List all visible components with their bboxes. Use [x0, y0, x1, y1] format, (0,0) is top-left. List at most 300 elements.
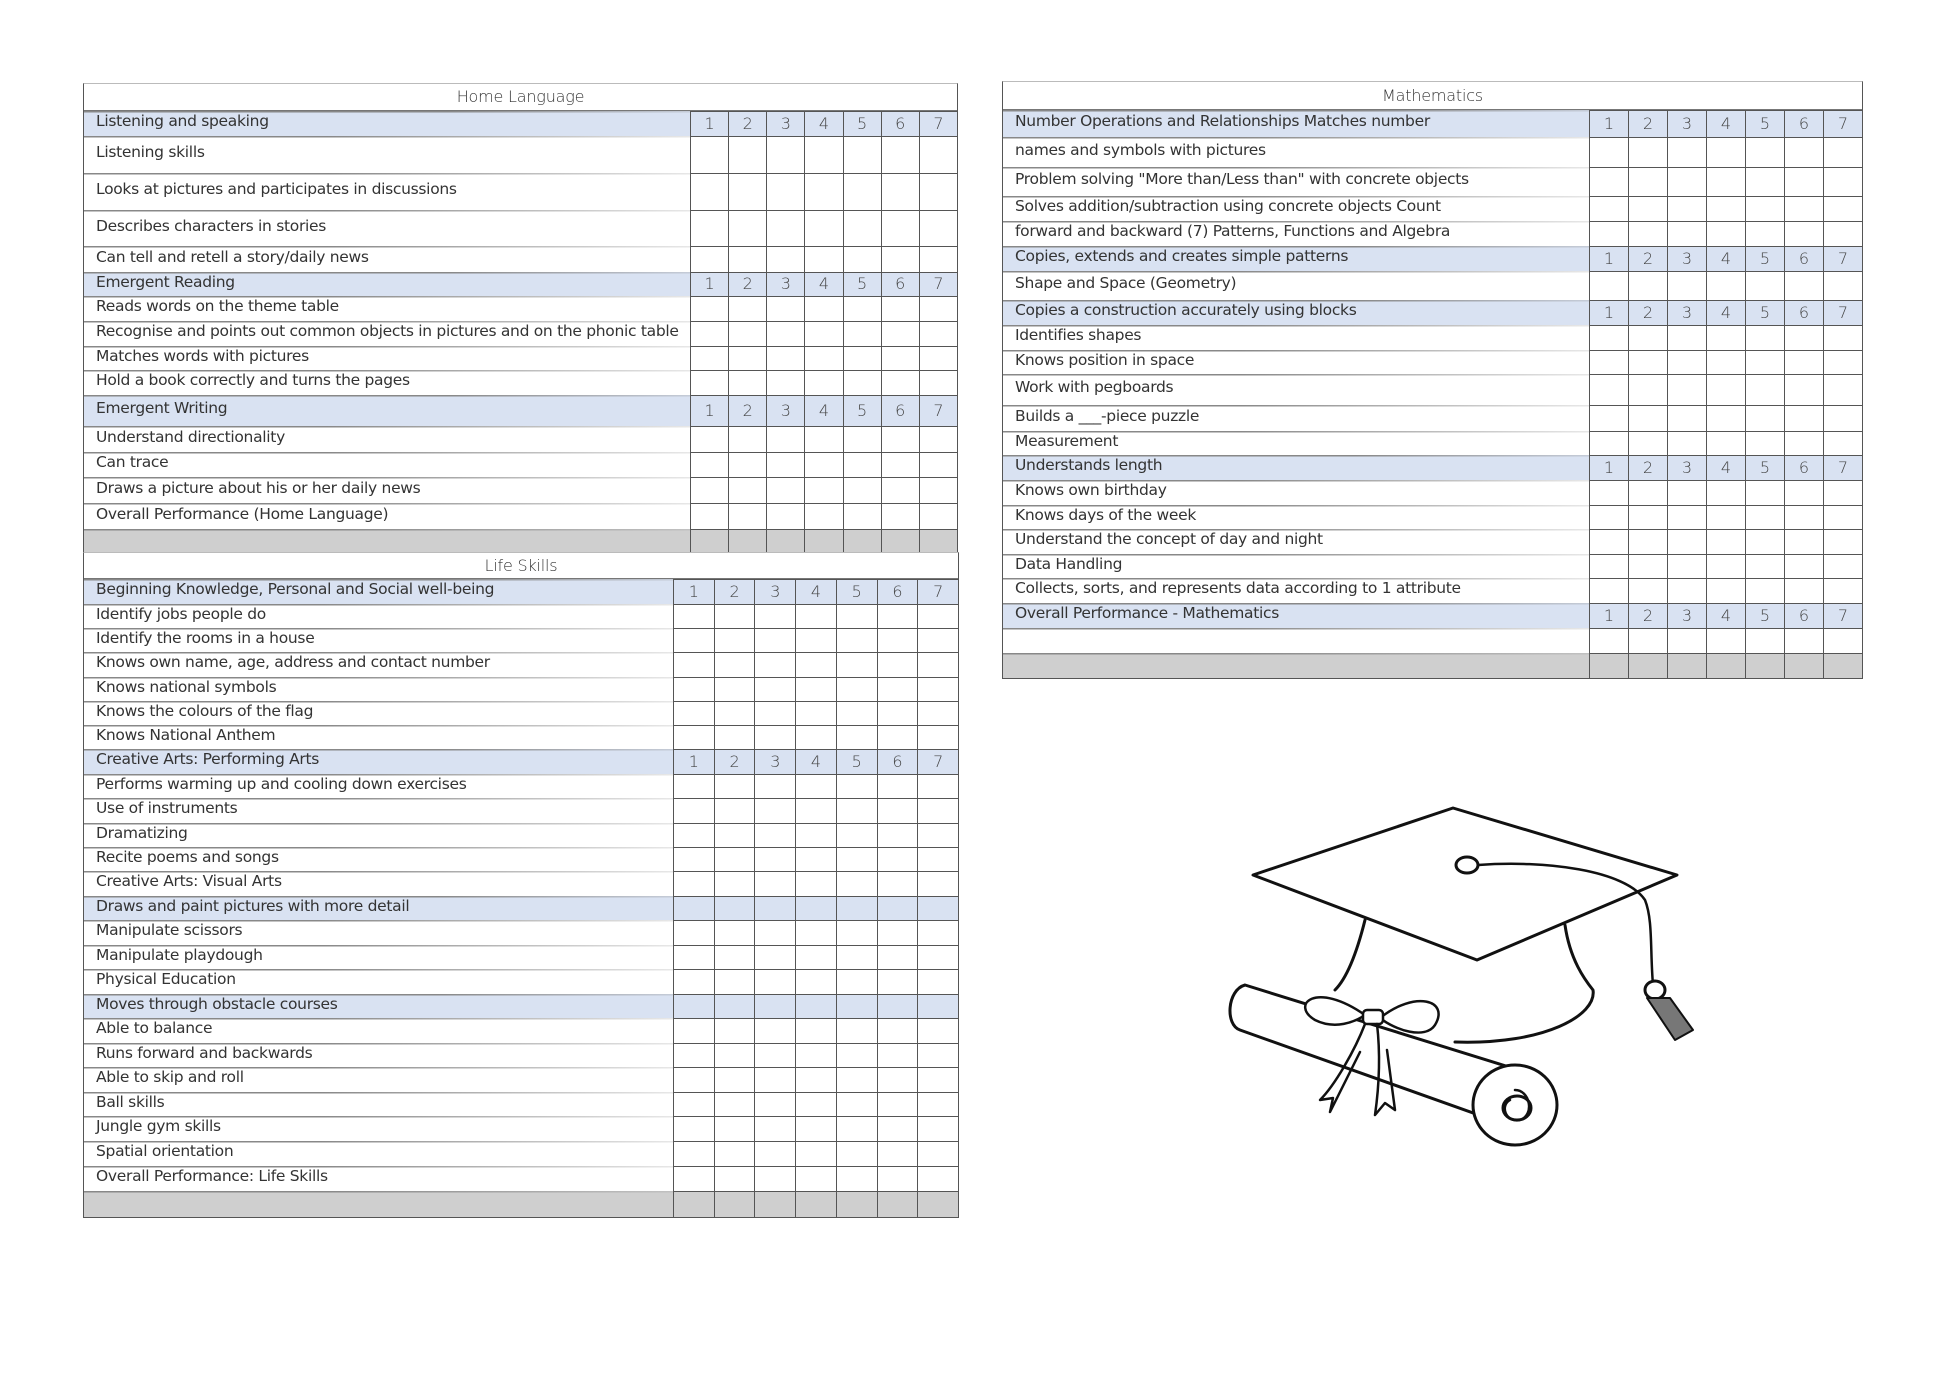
rating-cell[interactable] [920, 246, 957, 272]
rating-cell[interactable] [755, 1043, 796, 1067]
rating-cell[interactable] [805, 296, 843, 321]
rating-cell[interactable] [844, 321, 882, 346]
rating-cell[interactable] [767, 452, 805, 477]
rating-cell[interactable] [1590, 196, 1629, 221]
rating-cell[interactable] [767, 477, 805, 503]
rating-cell[interactable] [674, 945, 715, 969]
rating-cell[interactable] [1629, 554, 1668, 578]
rating-cell[interactable] [767, 346, 805, 370]
rating-cell[interactable] [755, 701, 796, 725]
rating-cell[interactable] [1824, 505, 1862, 529]
rating-cell[interactable] [1707, 480, 1746, 505]
rating-cell[interactable] [805, 136, 843, 173]
rating-cell[interactable] [1785, 653, 1824, 678]
rating-cell[interactable] [755, 994, 796, 1018]
rating-cell[interactable] [691, 503, 729, 529]
rating-cell[interactable] [1785, 628, 1824, 653]
rating-cell[interactable] [1629, 271, 1668, 300]
rating-cell[interactable] [837, 823, 878, 847]
rating-cell[interactable] [715, 994, 756, 1018]
rating-cell[interactable] [805, 529, 843, 554]
rating-cell[interactable] [674, 1018, 715, 1043]
rating-cell[interactable] [796, 1141, 837, 1166]
rating-cell[interactable] [1590, 554, 1629, 578]
rating-cell[interactable] [805, 426, 843, 452]
rating-cell[interactable] [805, 346, 843, 370]
rating-cell[interactable] [796, 774, 837, 798]
rating-cell[interactable] [882, 503, 920, 529]
rating-cell[interactable] [729, 370, 767, 395]
rating-cell[interactable] [1785, 325, 1824, 350]
rating-cell[interactable] [1590, 374, 1629, 405]
rating-cell[interactable] [918, 1067, 958, 1092]
rating-cell[interactable] [796, 1067, 837, 1092]
rating-cell[interactable] [1590, 529, 1629, 554]
rating-cell[interactable] [1668, 196, 1707, 221]
rating-cell[interactable] [1746, 653, 1785, 678]
rating-cell[interactable] [878, 798, 919, 823]
rating-cell[interactable] [920, 370, 957, 395]
rating-cell[interactable] [1629, 325, 1668, 350]
rating-cell[interactable] [878, 823, 919, 847]
rating-cell[interactable] [715, 969, 756, 994]
rating-cell[interactable] [715, 1141, 756, 1166]
rating-cell[interactable] [715, 1166, 756, 1191]
rating-cell[interactable] [767, 210, 805, 246]
rating-cell[interactable] [1785, 167, 1824, 196]
rating-cell[interactable] [1668, 653, 1707, 678]
rating-cell[interactable] [767, 296, 805, 321]
rating-cell[interactable] [920, 346, 957, 370]
rating-cell[interactable] [1785, 578, 1824, 603]
rating-cell[interactable] [715, 1191, 756, 1217]
rating-cell[interactable] [918, 920, 958, 945]
rating-cell[interactable] [1746, 628, 1785, 653]
rating-cell[interactable] [674, 701, 715, 725]
rating-cell[interactable] [878, 847, 919, 871]
rating-cell[interactable] [918, 1191, 958, 1217]
rating-cell[interactable] [1785, 554, 1824, 578]
rating-cell[interactable] [1629, 167, 1668, 196]
rating-cell[interactable] [837, 1116, 878, 1141]
rating-cell[interactable] [674, 604, 715, 628]
rating-cell[interactable] [918, 677, 958, 701]
rating-cell[interactable] [1785, 505, 1824, 529]
rating-cell[interactable] [1668, 137, 1707, 167]
rating-cell[interactable] [691, 370, 729, 395]
rating-cell[interactable] [715, 725, 756, 749]
rating-cell[interactable] [796, 920, 837, 945]
rating-cell[interactable] [878, 774, 919, 798]
rating-cell[interactable] [755, 774, 796, 798]
rating-cell[interactable] [1668, 221, 1707, 246]
rating-cell[interactable] [920, 136, 957, 173]
rating-cell[interactable] [1629, 628, 1668, 653]
rating-cell[interactable] [1824, 167, 1862, 196]
rating-cell[interactable] [837, 628, 878, 652]
rating-cell[interactable] [1629, 480, 1668, 505]
rating-cell[interactable] [920, 503, 957, 529]
rating-cell[interactable] [1668, 431, 1707, 455]
rating-cell[interactable] [918, 896, 958, 920]
rating-cell[interactable] [729, 477, 767, 503]
rating-cell[interactable] [844, 426, 882, 452]
rating-cell[interactable] [1629, 653, 1668, 678]
rating-cell[interactable] [1668, 271, 1707, 300]
rating-cell[interactable] [755, 798, 796, 823]
rating-cell[interactable] [1746, 529, 1785, 554]
rating-cell[interactable] [715, 628, 756, 652]
rating-cell[interactable] [1590, 628, 1629, 653]
rating-cell[interactable] [837, 969, 878, 994]
rating-cell[interactable] [729, 426, 767, 452]
rating-cell[interactable] [882, 370, 920, 395]
rating-cell[interactable] [1668, 350, 1707, 374]
rating-cell[interactable] [1707, 653, 1746, 678]
rating-cell[interactable] [837, 725, 878, 749]
rating-cell[interactable] [1707, 271, 1746, 300]
rating-cell[interactable] [1629, 221, 1668, 246]
rating-cell[interactable] [1668, 325, 1707, 350]
rating-cell[interactable] [715, 823, 756, 847]
rating-cell[interactable] [1629, 374, 1668, 405]
rating-cell[interactable] [918, 1092, 958, 1116]
rating-cell[interactable] [837, 871, 878, 896]
rating-cell[interactable] [1629, 505, 1668, 529]
rating-cell[interactable] [767, 136, 805, 173]
rating-cell[interactable] [878, 628, 919, 652]
rating-cell[interactable] [1824, 431, 1862, 455]
rating-cell[interactable] [805, 210, 843, 246]
rating-cell[interactable] [844, 246, 882, 272]
rating-cell[interactable] [878, 677, 919, 701]
rating-cell[interactable] [674, 725, 715, 749]
rating-cell[interactable] [920, 210, 957, 246]
rating-cell[interactable] [1707, 221, 1746, 246]
rating-cell[interactable] [674, 1116, 715, 1141]
rating-cell[interactable] [755, 896, 796, 920]
rating-cell[interactable] [691, 321, 729, 346]
rating-cell[interactable] [918, 945, 958, 969]
rating-cell[interactable] [1629, 529, 1668, 554]
rating-cell[interactable] [878, 604, 919, 628]
rating-cell[interactable] [1785, 405, 1824, 431]
rating-cell[interactable] [805, 321, 843, 346]
rating-cell[interactable] [674, 847, 715, 871]
rating-cell[interactable] [805, 477, 843, 503]
rating-cell[interactable] [1785, 350, 1824, 374]
rating-cell[interactable] [767, 173, 805, 210]
rating-cell[interactable] [715, 1116, 756, 1141]
rating-cell[interactable] [715, 945, 756, 969]
rating-cell[interactable] [755, 945, 796, 969]
rating-cell[interactable] [674, 1092, 715, 1116]
rating-cell[interactable] [796, 677, 837, 701]
rating-cell[interactable] [691, 296, 729, 321]
rating-cell[interactable] [1746, 374, 1785, 405]
rating-cell[interactable] [715, 604, 756, 628]
rating-cell[interactable] [1785, 480, 1824, 505]
rating-cell[interactable] [1590, 221, 1629, 246]
rating-cell[interactable] [715, 920, 756, 945]
rating-cell[interactable] [837, 701, 878, 725]
rating-cell[interactable] [1629, 578, 1668, 603]
rating-cell[interactable] [674, 677, 715, 701]
rating-cell[interactable] [729, 246, 767, 272]
rating-cell[interactable] [1629, 431, 1668, 455]
rating-cell[interactable] [1785, 137, 1824, 167]
rating-cell[interactable] [715, 1043, 756, 1067]
rating-cell[interactable] [844, 452, 882, 477]
rating-cell[interactable] [674, 1067, 715, 1092]
rating-cell[interactable] [918, 652, 958, 677]
rating-cell[interactable] [1590, 167, 1629, 196]
rating-cell[interactable] [755, 871, 796, 896]
rating-cell[interactable] [715, 1092, 756, 1116]
rating-cell[interactable] [918, 701, 958, 725]
rating-cell[interactable] [918, 1043, 958, 1067]
rating-cell[interactable] [837, 994, 878, 1018]
rating-cell[interactable] [1824, 221, 1862, 246]
rating-cell[interactable] [1824, 480, 1862, 505]
rating-cell[interactable] [767, 426, 805, 452]
rating-cell[interactable] [1590, 350, 1629, 374]
rating-cell[interactable] [1590, 431, 1629, 455]
rating-cell[interactable] [1590, 480, 1629, 505]
rating-cell[interactable] [837, 1092, 878, 1116]
rating-cell[interactable] [1590, 405, 1629, 431]
rating-cell[interactable] [837, 774, 878, 798]
rating-cell[interactable] [918, 847, 958, 871]
rating-cell[interactable] [729, 136, 767, 173]
rating-cell[interactable] [844, 503, 882, 529]
rating-cell[interactable] [878, 896, 919, 920]
rating-cell[interactable] [1707, 431, 1746, 455]
rating-cell[interactable] [1629, 350, 1668, 374]
rating-cell[interactable] [878, 1191, 919, 1217]
rating-cell[interactable] [729, 529, 767, 554]
rating-cell[interactable] [1824, 628, 1862, 653]
rating-cell[interactable] [674, 652, 715, 677]
rating-cell[interactable] [918, 774, 958, 798]
rating-cell[interactable] [1746, 405, 1785, 431]
rating-cell[interactable] [691, 477, 729, 503]
rating-cell[interactable] [1668, 578, 1707, 603]
rating-cell[interactable] [691, 136, 729, 173]
rating-cell[interactable] [1668, 480, 1707, 505]
rating-cell[interactable] [767, 246, 805, 272]
rating-cell[interactable] [729, 173, 767, 210]
rating-cell[interactable] [805, 246, 843, 272]
rating-cell[interactable] [844, 346, 882, 370]
rating-cell[interactable] [796, 1116, 837, 1141]
rating-cell[interactable] [1824, 554, 1862, 578]
rating-cell[interactable] [1746, 505, 1785, 529]
rating-cell[interactable] [755, 1018, 796, 1043]
rating-cell[interactable] [674, 896, 715, 920]
rating-cell[interactable] [691, 452, 729, 477]
rating-cell[interactable] [691, 346, 729, 370]
rating-cell[interactable] [882, 173, 920, 210]
rating-cell[interactable] [882, 246, 920, 272]
rating-cell[interactable] [844, 210, 882, 246]
rating-cell[interactable] [878, 701, 919, 725]
rating-cell[interactable] [1707, 505, 1746, 529]
rating-cell[interactable] [674, 871, 715, 896]
rating-cell[interactable] [755, 1067, 796, 1092]
rating-cell[interactable] [918, 1166, 958, 1191]
rating-cell[interactable] [1707, 554, 1746, 578]
rating-cell[interactable] [1629, 137, 1668, 167]
rating-cell[interactable] [674, 1166, 715, 1191]
rating-cell[interactable] [837, 652, 878, 677]
rating-cell[interactable] [755, 847, 796, 871]
rating-cell[interactable] [691, 529, 729, 554]
rating-cell[interactable] [674, 920, 715, 945]
rating-cell[interactable] [920, 426, 957, 452]
rating-cell[interactable] [1785, 431, 1824, 455]
rating-cell[interactable] [878, 969, 919, 994]
rating-cell[interactable] [796, 994, 837, 1018]
rating-cell[interactable] [1746, 578, 1785, 603]
rating-cell[interactable] [844, 173, 882, 210]
rating-cell[interactable] [837, 847, 878, 871]
rating-cell[interactable] [1590, 325, 1629, 350]
rating-cell[interactable] [1746, 325, 1785, 350]
rating-cell[interactable] [878, 871, 919, 896]
rating-cell[interactable] [1824, 271, 1862, 300]
rating-cell[interactable] [715, 677, 756, 701]
rating-cell[interactable] [1824, 196, 1862, 221]
rating-cell[interactable] [1707, 167, 1746, 196]
rating-cell[interactable] [1824, 653, 1862, 678]
rating-cell[interactable] [1824, 578, 1862, 603]
rating-cell[interactable] [920, 452, 957, 477]
rating-cell[interactable] [755, 969, 796, 994]
rating-cell[interactable] [837, 1067, 878, 1092]
rating-cell[interactable] [1707, 196, 1746, 221]
rating-cell[interactable] [1707, 405, 1746, 431]
rating-cell[interactable] [691, 426, 729, 452]
rating-cell[interactable] [796, 1018, 837, 1043]
rating-cell[interactable] [837, 1191, 878, 1217]
rating-cell[interactable] [691, 210, 729, 246]
rating-cell[interactable] [674, 823, 715, 847]
rating-cell[interactable] [1746, 350, 1785, 374]
rating-cell[interactable] [918, 969, 958, 994]
rating-cell[interactable] [796, 725, 837, 749]
rating-cell[interactable] [691, 173, 729, 210]
rating-cell[interactable] [691, 246, 729, 272]
rating-cell[interactable] [1629, 405, 1668, 431]
rating-cell[interactable] [878, 945, 919, 969]
rating-cell[interactable] [878, 994, 919, 1018]
rating-cell[interactable] [715, 701, 756, 725]
rating-cell[interactable] [1668, 529, 1707, 554]
rating-cell[interactable] [1668, 374, 1707, 405]
rating-cell[interactable] [755, 628, 796, 652]
rating-cell[interactable] [796, 871, 837, 896]
rating-cell[interactable] [1629, 196, 1668, 221]
rating-cell[interactable] [729, 210, 767, 246]
rating-cell[interactable] [1590, 137, 1629, 167]
rating-cell[interactable] [796, 652, 837, 677]
rating-cell[interactable] [796, 847, 837, 871]
rating-cell[interactable] [755, 1116, 796, 1141]
rating-cell[interactable] [920, 321, 957, 346]
rating-cell[interactable] [918, 1116, 958, 1141]
rating-cell[interactable] [767, 321, 805, 346]
rating-cell[interactable] [729, 452, 767, 477]
rating-cell[interactable] [1668, 167, 1707, 196]
rating-cell[interactable] [755, 920, 796, 945]
rating-cell[interactable] [755, 1166, 796, 1191]
rating-cell[interactable] [1707, 325, 1746, 350]
rating-cell[interactable] [1785, 196, 1824, 221]
rating-cell[interactable] [767, 370, 805, 395]
rating-cell[interactable] [796, 1191, 837, 1217]
rating-cell[interactable] [1590, 505, 1629, 529]
rating-cell[interactable] [837, 1166, 878, 1191]
rating-cell[interactable] [1707, 350, 1746, 374]
rating-cell[interactable] [1590, 578, 1629, 603]
rating-cell[interactable] [729, 321, 767, 346]
rating-cell[interactable] [1746, 137, 1785, 167]
rating-cell[interactable] [837, 945, 878, 969]
rating-cell[interactable] [1824, 374, 1862, 405]
rating-cell[interactable] [796, 1166, 837, 1191]
rating-cell[interactable] [878, 1141, 919, 1166]
rating-cell[interactable] [837, 1043, 878, 1067]
rating-cell[interactable] [920, 477, 957, 503]
rating-cell[interactable] [1668, 505, 1707, 529]
rating-cell[interactable] [918, 725, 958, 749]
rating-cell[interactable] [878, 920, 919, 945]
rating-cell[interactable] [1746, 196, 1785, 221]
rating-cell[interactable] [1824, 350, 1862, 374]
rating-cell[interactable] [837, 1141, 878, 1166]
rating-cell[interactable] [920, 173, 957, 210]
rating-cell[interactable] [1824, 405, 1862, 431]
rating-cell[interactable] [715, 652, 756, 677]
rating-cell[interactable] [878, 652, 919, 677]
rating-cell[interactable] [920, 296, 957, 321]
rating-cell[interactable] [882, 426, 920, 452]
rating-cell[interactable] [918, 1018, 958, 1043]
rating-cell[interactable] [1668, 405, 1707, 431]
rating-cell[interactable] [882, 296, 920, 321]
rating-cell[interactable] [755, 1092, 796, 1116]
rating-cell[interactable] [805, 173, 843, 210]
rating-cell[interactable] [715, 871, 756, 896]
rating-cell[interactable] [1707, 578, 1746, 603]
rating-cell[interactable] [878, 1067, 919, 1092]
rating-cell[interactable] [1746, 431, 1785, 455]
rating-cell[interactable] [882, 210, 920, 246]
rating-cell[interactable] [918, 994, 958, 1018]
rating-cell[interactable] [837, 1018, 878, 1043]
rating-cell[interactable] [1746, 221, 1785, 246]
rating-cell[interactable] [796, 701, 837, 725]
rating-cell[interactable] [1785, 374, 1824, 405]
rating-cell[interactable] [674, 994, 715, 1018]
rating-cell[interactable] [796, 604, 837, 628]
rating-cell[interactable] [918, 798, 958, 823]
rating-cell[interactable] [1668, 554, 1707, 578]
rating-cell[interactable] [805, 503, 843, 529]
rating-cell[interactable] [796, 896, 837, 920]
rating-cell[interactable] [882, 452, 920, 477]
